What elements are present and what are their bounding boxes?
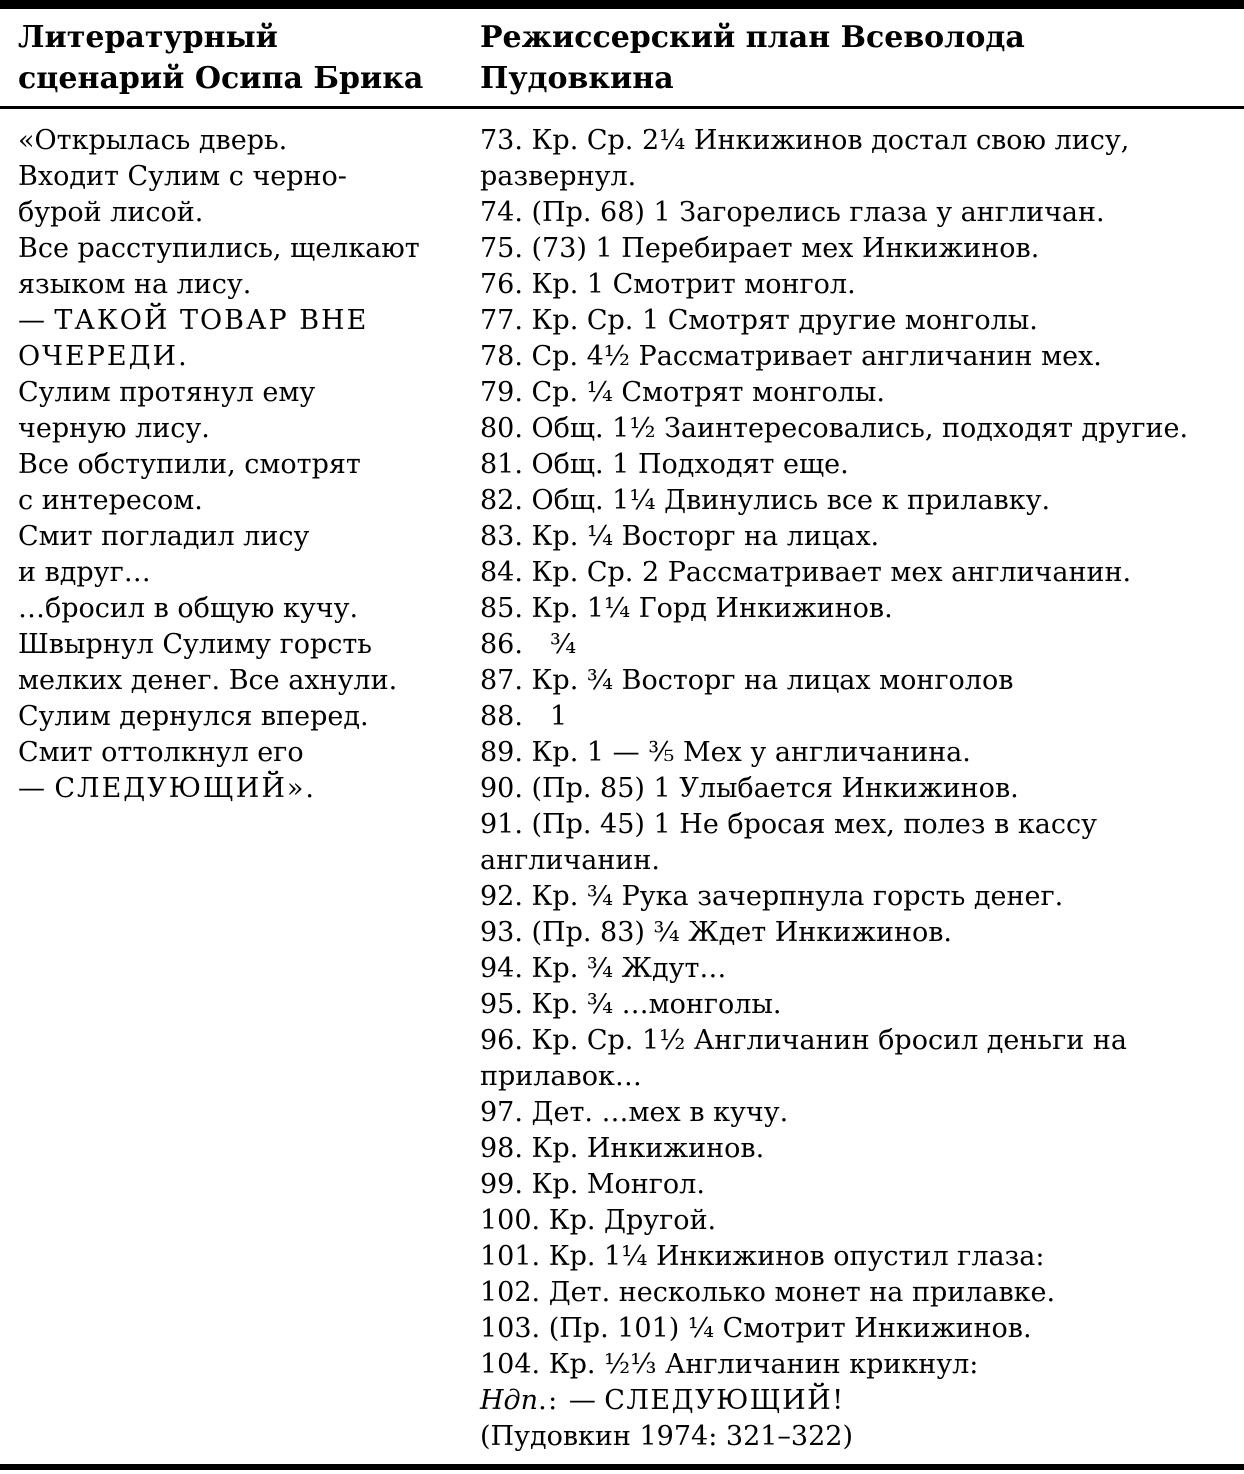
plan-entry: 101. Кр. 1¼ Инкижинов опустил глаза:	[480, 1241, 1045, 1272]
scenario-line: мелких денег. Все ахнули.	[18, 665, 398, 696]
top-rule	[0, 0, 1244, 9]
scenario-line: Смит погладил лису	[18, 521, 310, 552]
scenario-line: Смит оттолкнул его	[18, 737, 304, 768]
plan-entry: 82. Общ. 1¼ Двинулись все к прилавку.	[480, 485, 1051, 516]
plan-entry: 99. Кр. Монгол.	[480, 1169, 705, 1200]
scenario-line: Сулим дернулся вперед.	[18, 701, 369, 732]
plan-entry: 89. Кр. 1 — ⅗ Мех у англичанина.	[480, 737, 971, 768]
plan-entry: 74. (Пр. 68) 1 Загорелись глаза у англичан.	[480, 197, 1105, 228]
plan-entry: 104. Кр. ½⅓ Англичанин крикнул:	[480, 1349, 979, 1380]
left-header-line-1: Литературный	[18, 20, 278, 55]
scenario-line: Все расступились, щелкают	[18, 233, 420, 264]
scenario-line: Швырнул Сулиму горсть	[18, 629, 373, 660]
plan-entry: 95. Кр. ¾ …монголы.	[480, 989, 782, 1020]
scenario-text-column	[18, 123, 470, 1455]
plan-entry: 87. Кр. ¾ Восторг на лицах монголов	[480, 665, 1014, 696]
scenario-line: бурой лисой.	[18, 197, 204, 228]
plan-entry: 83. Кр. ¼ Восторг на лицах.	[480, 521, 880, 552]
plan-entry: 91. (Пр. 45) 1 Не бросая мех, полез в кассу англичанин.	[480, 809, 1097, 876]
table-header-row	[0, 0, 1244, 99]
right-header-line-1: Режиссерский план Всеволода	[480, 20, 1025, 55]
scenario-line: с интересом.	[18, 485, 203, 516]
director-plan-column	[480, 123, 1236, 1455]
plan-entries	[480, 123, 1236, 1383]
scenario-line: и вдруг…	[18, 557, 151, 588]
content-columns	[0, 109, 1244, 1455]
plan-entry: 94. Кр. ¾ Ждут…	[480, 953, 727, 984]
scenario-line: Входит Сулим с черно-	[18, 161, 347, 192]
plan-entry: 73. Кр. Ср. 2¼ Инкижинов достал свою лису, развернул.	[480, 125, 1130, 192]
scenario-line: — ТАКОЙ ТОВАР ВНЕ	[18, 305, 369, 336]
plan-entry: 96. Кр. Ср. 1½ Англичанин бросил деньги на прилавок…	[480, 1025, 1127, 1092]
plan-entry: 75. (73) 1 Перебирает мех Инкижинов.	[480, 233, 1040, 264]
plan-entry: 76. Кр. 1 Смотрит монгол.	[480, 269, 856, 300]
plan-entry: 85. Кр. 1¼ Горд Инкижинов.	[480, 593, 893, 624]
plan-entry: 97. Дет. …мех в кучу.	[480, 1097, 789, 1128]
ndp-abbrev: Ндп	[480, 1385, 539, 1416]
ndp-caps-text: .: — СЛЕДУЮЩИЙ!	[538, 1385, 845, 1416]
plan-entry: 86. ¾	[480, 629, 577, 660]
scenario-line: черную лису.	[18, 413, 210, 444]
left-header-line-2: сценарий Осипа Брика	[18, 61, 424, 96]
plan-entry: 78. Ср. 4½ Рассматривает англичанин мех.	[480, 341, 1102, 372]
scenario-line: ОЧЕРЕДИ.	[18, 341, 189, 372]
scenario-line: — СЛЕДУЮЩИЙ».	[18, 773, 316, 804]
plan-entry: 103. (Пр. 101) ¼ Смотрит Инкижинов.	[480, 1313, 1032, 1344]
left-column-header	[18, 17, 470, 99]
plan-entry: 93. (Пр. 83) ¾ Ждет Инкижинов.	[480, 917, 953, 948]
plan-entry: 81. Общ. 1 Подходят еще.	[480, 449, 849, 480]
plan-entry: 92. Кр. ¾ Рука зачерпнула горсть денег.	[480, 881, 1064, 912]
plan-entry: 80. Общ. 1½ Заинтересовались, подходят другие.	[480, 413, 1189, 444]
plan-entry: 102. Дет. несколько монет на прилавке.	[480, 1277, 1056, 1308]
plan-entry: 90. (Пр. 85) 1 Улыбается Инкижинов.	[480, 773, 1019, 804]
plan-entry: 77. Кр. Ср. 1 Смотрят другие монголы.	[480, 305, 1038, 336]
bottom-rule	[0, 1464, 1244, 1470]
scenario-line: языком на лису.	[18, 269, 252, 300]
scenario-line: …бросил в общую кучу.	[18, 593, 359, 624]
plan-entry: 79. Ср. ¼ Смотрят монголы.	[480, 377, 885, 408]
scenario-line: «Открылась дверь.	[18, 125, 288, 156]
plan-entry: 88. 1	[480, 701, 568, 732]
plan-entry: 84. Кр. Ср. 2 Рассматривает мех англичанин.	[480, 557, 1132, 588]
right-header-line-2: Пудовкина	[480, 61, 674, 96]
scenario-line: Сулим протянул ему	[18, 377, 316, 408]
scenario-line: Все обступили, смотрят	[18, 449, 361, 480]
intertitle-line	[480, 1383, 1236, 1419]
right-column-header	[480, 17, 1236, 99]
plan-entry: 98. Кр. Инкижинов.	[480, 1133, 765, 1164]
source-citation: (Пудовкин 1974: 321–322)	[480, 1421, 853, 1452]
plan-entry: 100. Кр. Другой.	[480, 1205, 717, 1236]
